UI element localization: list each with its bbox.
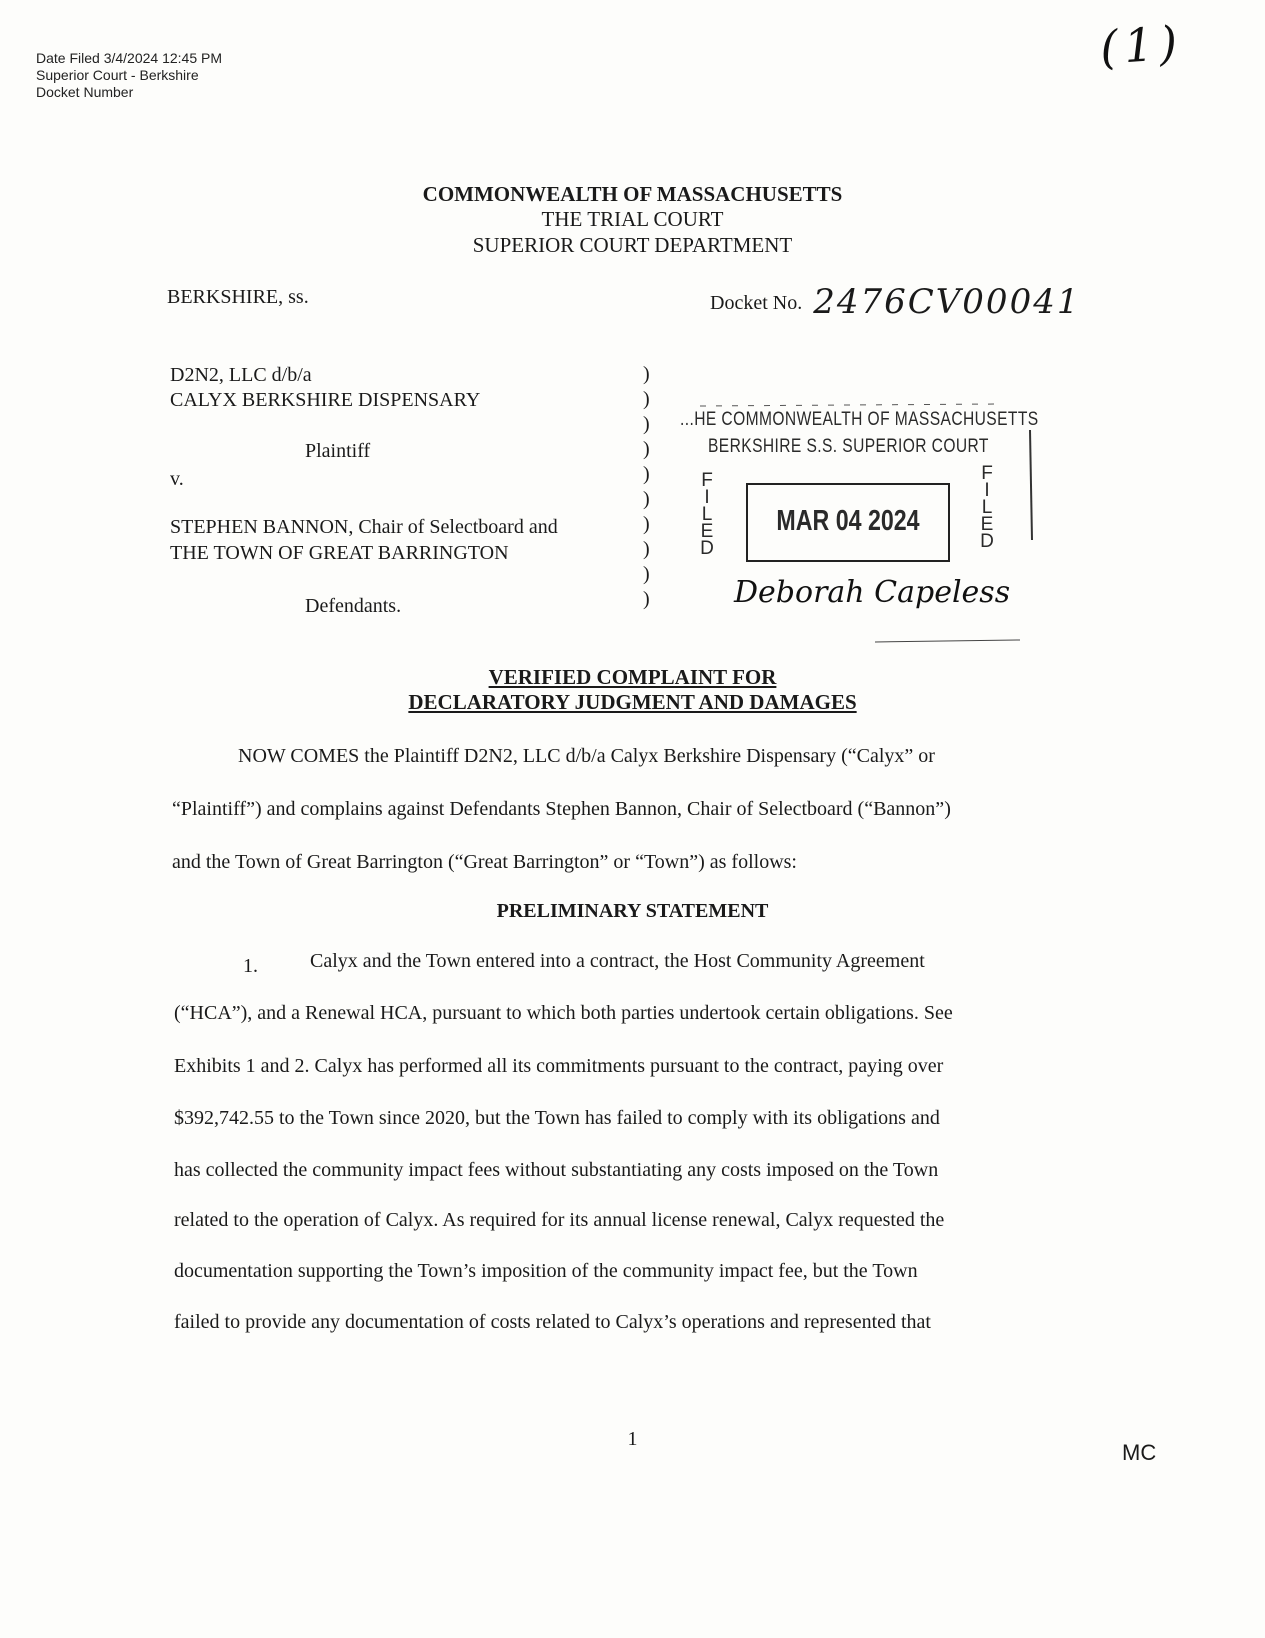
page-number: 1 <box>627 1428 638 1450</box>
plaintiff-name: D2N2, LLC d/b/a <box>170 364 312 386</box>
stamp-commonwealth: ...HE COMMONWEALTH OF MASSACHUSETTS <box>680 409 1039 430</box>
stamp-date: MAR 04 2024 <box>776 505 920 537</box>
plaintiff-role: Plaintiff <box>305 440 371 462</box>
plaintiff-dba: CALYX BERKSHIRE DISPENSARY <box>170 389 481 411</box>
section-heading: PRELIMINARY STATEMENT <box>496 900 769 922</box>
stamp-filed-left: F I L E D <box>700 470 714 559</box>
paragraph-line: documentation supporting the Town’s imposition of the community impact fee, but the Town <box>174 1260 918 1282</box>
initials: MC <box>1122 1440 1157 1465</box>
court-subtitle-trial: THE TRIAL COURT <box>541 207 724 231</box>
paragraph-line: (“HCA”), and a Renewal HCA, pursuant to which both parties undertook certain obligations. See <box>174 1002 953 1024</box>
stamp-date-box <box>746 483 950 562</box>
filed-stamp <box>670 400 1050 660</box>
docket-label: Docket No. <box>710 292 803 314</box>
defendant-town: THE TOWN OF GREAT BARRINGTON <box>170 542 509 564</box>
clerk-signature: Deborah Capeless <box>734 575 1011 610</box>
handwritten-page-mark: (1) <box>1098 15 1185 75</box>
docket-number-label: Docket Number <box>36 84 134 100</box>
docket-line <box>710 282 1080 322</box>
paragraph-line: related to the operation of Calyx. As required for its annual license renewal, Calyx requested the <box>174 1209 945 1231</box>
versus: v. <box>170 468 184 490</box>
paragraph-line: $392,742.55 to the Town since 2020, but the Town has failed to comply with its obligations and <box>174 1107 940 1129</box>
date-filed: Date Filed 3/4/2024 12:45 PM <box>36 50 223 66</box>
filing-header <box>36 50 222 101</box>
defendant-name: STEPHEN BANNON, Chair of Selectboard and <box>170 516 558 538</box>
court-title: COMMONWEALTH OF MASSACHUSETTS <box>422 182 843 206</box>
paragraph-number: 1. <box>243 955 258 977</box>
paragraph-line: Exhibits 1 and 2. Calyx has performed all its commitments pursuant to the contract, paying over <box>174 1055 944 1077</box>
intro-line: “Plaintiff”) and complains against Defendants Stephen Bannon, Chair of Selectboard (“Bannon”) <box>172 798 951 820</box>
court-name: Superior Court - Berkshire <box>36 67 199 83</box>
county-venue: BERKSHIRE, ss. <box>167 286 309 308</box>
intro-line: and the Town of Great Barrington (“Great Barrington” or “Town”) as follows: <box>172 851 797 873</box>
defendant-role: Defendants. <box>305 595 402 617</box>
complaint-title <box>0 665 1265 715</box>
court-subtitle-department: SUPERIOR COURT DEPARTMENT <box>472 233 793 257</box>
caption-parentheses: ) ) ) ) ) ) ) ) ) ) <box>643 363 650 610</box>
intro-line: NOW COMES the Plaintiff D2N2, LLC d/b/a Calyx Berkshire Dispensary (“Calyx” or <box>238 745 935 767</box>
paragraph-line: failed to provide any documentation of costs related to Calyx’s operations and represented that <box>174 1311 931 1333</box>
docket-number: 2476CV00041 <box>813 282 1081 322</box>
stamp-filed-right: F I L E D <box>980 463 994 552</box>
paragraph-line: has collected the community impact fees without substantiating any costs imposed on the Town <box>174 1159 939 1181</box>
complaint-title-line1: VERIFIED COMPLAINT FOR <box>488 665 777 689</box>
paragraph-line: Calyx and the Town entered into a contract, the Host Community Agreement <box>310 950 925 972</box>
complaint-title-line2: DECLARATORY JUDGMENT AND DAMAGES <box>408 690 857 714</box>
stamp-court: BERKSHIRE S.S. SUPERIOR COURT <box>708 436 989 457</box>
